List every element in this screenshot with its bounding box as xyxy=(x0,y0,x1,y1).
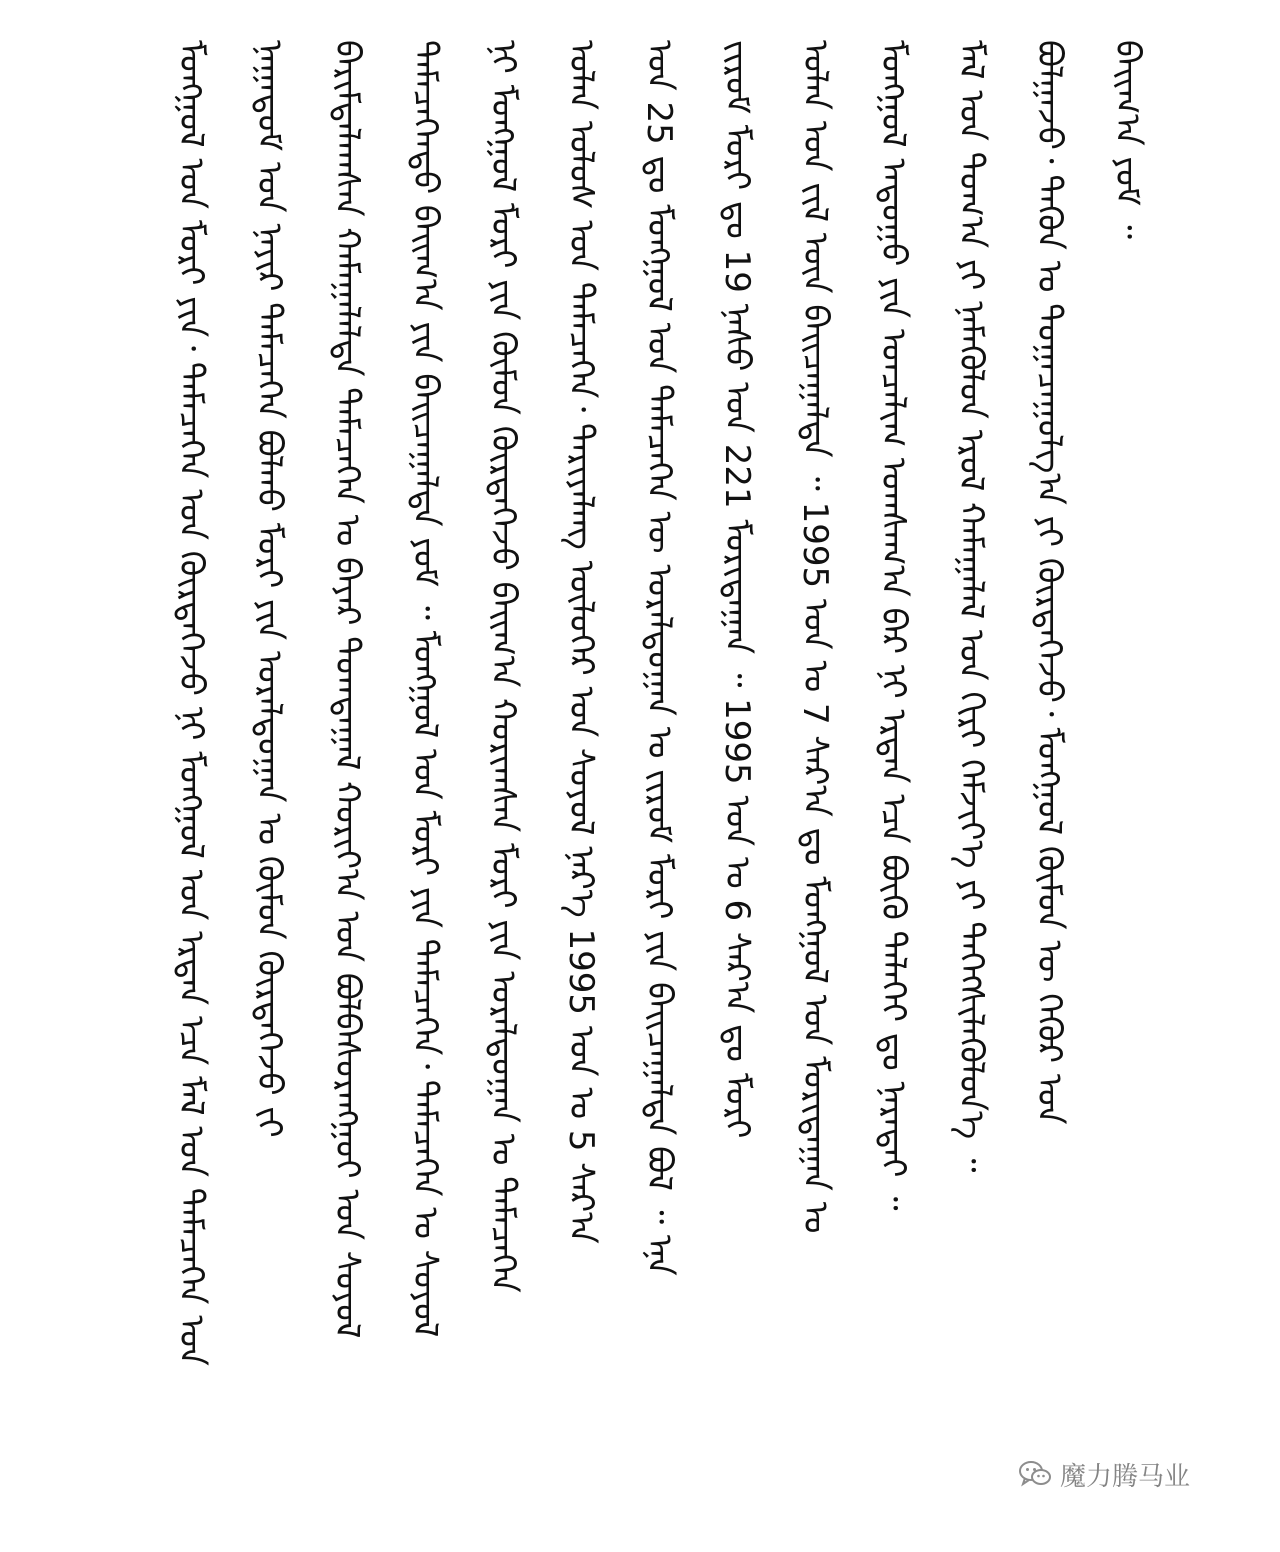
text-column-6: ᠵᠢᠷᠤᠮ ᠮᠣᠷᠢ ᠳᠤ 19 ᠨᠠᠰᠤ ᠤᠨ 221 ᠮᠣᠷᠢᠳᠠᠭᠠᠨ ᠃ 1995 ᠣᠨ ᠤ 6 ᠰᠠᠷ᠎ᠠ ᠳᠤ ᠮᠣᠷᠢ xyxy=(717,40,757,1139)
text-column-4: ᠮᠣᠩᠭᠣᠯ ᠠᠳᠤᠭᠤ ᠶᠢᠨ ᠣᠨᠴᠠᠯᠢᠭ ᠤᠭᠰᠠᠭ᠎ᠠ ᠪᠠᠷ ᠨᠢ ᠡᠷᠲᠡᠨ ᠡᠴᠡ ᠪᠦᠬᠦ ᠳᠡᠯᠡᠬᠡᠢ ᠳᠤ ᠨᠡᠷᠡᠲᠡᠢ ᠃ xyxy=(873,40,913,1211)
text-column-9: ᠨᠢ ᠮᠣᠩᠭᠣᠯ ᠮᠣᠷᠢ ᠶᠢᠨ ᠬᠦᠮᠦᠨ ᠬᠦᠷᠲᠡᠭᠡᠵᠦ ᠪᠠᠢᠭ᠎ᠠ ᠬᠣᠷᠢᠭᠰᠠᠨ ᠮᠣᠷᠢ ᠶᠢᠨ ᠤᠷᠠᠯᠳᠤᠭᠠᠨ ᠤ ᠲᠡᠮᠡᠴᠡᠭᠡᠨ xyxy=(483,40,523,1293)
text-column-10: ᠲᠡᠮᠡᠴᠡᠭᠡᠨᠲᠦ ᠪᠠᠢᠭ᠎ᠠ ᠶᠢᠨ ᠪᠠᠢᠴᠠᠭᠠᠯᠲᠠ ᠶᠤᠮ ᠃ ᠮᠣᠩᠭᠣᠯ ᠤᠨ ᠮᠣᠷᠢ ᠶᠢᠨ ᠲᠡᠮᠡᠴᠡᠭᠡᠨ᠂ ᠲᠡᠮᠡᠴᠡᠭᠡᠨ ᠤ ᠰᠣᠶᠣᠯ xyxy=(405,40,445,1338)
text-column-3: ᠮᠠᠯ ᠤᠨ ᠲᠣᠭ᠎ᠠ ᠶᠢ ᠨᠡᠮᠡᠭᠦᠯᠦᠨ ᠡᠷᠦᠯ ᠬᠠᠮᠠᠭᠠᠯᠠᠯ ᠤᠨ ᠬᠢᠷᠢ ᠬᠡᠮᠵᠢᠶ᠎ᠡ ᠶᠢ ᠳᠡᠭᠡᠭᠰᠢᠯᠡᠭᠦᠯᠦᠨ᠎ᠡ ᠃ xyxy=(951,40,991,1173)
watermark xyxy=(1018,1454,1190,1494)
text-column-5: ᠤᠯᠠᠨ ᠤᠨ ᠵᠢᠯ ᠦᠨ ᠪᠠᠢᠴᠠᠭᠠᠯᠲᠠ ᠃ 1995 ᠣᠨ ᠤ 7 ᠰᠠᠷ᠎ᠠ ᠳᠤ ᠮᠣᠩᠭᠣᠯ ᠤᠨ ᠮᠣᠷᠢᠳᠠᠭᠠᠨ ᠤ xyxy=(795,40,835,1234)
text-column-11: ᠪᠠᠷᠢᠮᠲᠠᠯᠠᠭᠰᠠᠨ ᠬᠠᠮᠠᠭᠠᠯᠠᠯᠲᠠ ᠲᠡᠮᠡᠴᠡᠭᠡᠨ ᠤ ᠪᠠᠶᠠᠷ ᠲᠣᠭᠲᠠᠭᠠᠯ ᠬᠣᠷᠢᠶ᠎ᠠ ᠤᠨ ᠪᠣᠯᠪᠠᠰᠤᠷᠠᠩᠭᠤᠢ ᠣᠨ ᠰᠣᠶᠣᠯ xyxy=(327,40,367,1339)
text-column-2: ᠪᠣᠯᠭᠠᠵᠤ᠂ ᠲᠡᠭᠦᠨ ᠤ ᠲᠣᠭᠠᠴᠠᠭᠤᠯᠭ᠎ᠠ ᠶᠢ ᠬᠦᠷᠲᠡᠭᠡᠵᠦ᠂ ᠮᠣᠩᠭᠣᠯ ᠬᠦᠮᠦᠨ ᠦ ᠬᠡᠭᠦᠷ ᠤᠨ xyxy=(1029,40,1069,1125)
text-column-1: ᠪᠠᠢᠭ᠎ᠠ ᠶᠤᠮ ᠃ xyxy=(1107,40,1147,239)
wechat-icon xyxy=(1018,1459,1052,1489)
watermark-text: 魔力腾马业 xyxy=(1060,1461,1191,1492)
text-column-13: ᠮᠣᠩᠭᠣᠯ ᠤᠨ ᠮᠣᠷᠢ ᠶᠢᠨ᠂ ᠲᠡᠮᠡᠴᠡᠭᠡᠨ ᠤᠨ ᠬᠦᠷᠲᠡᠭᠡᠵᠦ ᠨᠢ ᠮᠣᠩᠭᠣᠯ ᠤᠨ ᠡᠷᠲᠡᠨ ᠡᠴᠡ ᠮᠠᠯ ᠤᠨ ᠲᠡᠮᠡᠴᠡᠭᠡᠨ ᠤᠨ xyxy=(171,40,211,1366)
text-column-8: ᠤᠯᠠᠨ ᠤᠯᠤᠰ ᠤᠨ ᠲᠡᠮᠡᠴᠡᠭᠡᠨ᠂ ᠲᠠᠷᠢᠶᠠᠯᠠᠩ ᠦᠯᠦᠭᠡᠷ ᠤᠨ ᠰᠣᠶᠣᠯ ᠨᠡᠷ᠎ᠡ 1995 ᠣᠨ ᠤ 5 ᠰᠠᠷ᠎ᠠ xyxy=(561,40,601,1244)
text-column-12: ᠨᠠᠭᠠᠳᠤᠮ ᠤᠨ ᠨᠠᠶᠢᠷ ᠲᠡᠮᠡᠴᠡᠭᠡᠨ ᠪᠣᠯᠬᠣ ᠮᠣᠷᠢ ᠶᠢᠨ ᠤᠷᠠᠯᠳᠤᠭᠠᠨ ᠤ ᠬᠦᠮᠦᠨ ᠬᠦᠷᠲᠡᠭᠡᠵᠦ ᠵᠢ xyxy=(249,40,289,1138)
text-column-7: ᠤᠨ 25 ᠳᠤ ᠮᠣᠩᠭᠣᠯ ᠤᠨ ᠲᠡᠮᠡᠴᠡᠭᠡᠨ ᠦ ᠤᠷᠠᠯᠳᠤᠭᠠᠨ ᠤ ᠵᠢᠷᠤᠮ ᠮᠣᠷᠢ ᠶᠢᠨ ᠪᠠᠢᠴᠠᠭᠠᠯᠲᠠ ᠪᠣᠯ ᠃ ᠡᠨᠡ xyxy=(639,40,679,1276)
